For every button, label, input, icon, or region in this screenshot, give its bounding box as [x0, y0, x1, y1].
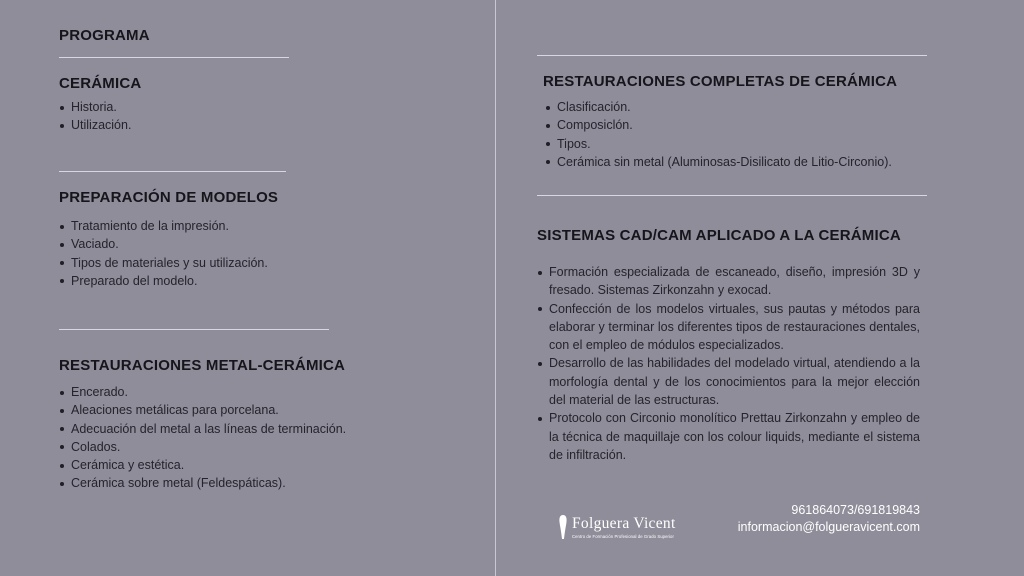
list-restauraciones-completas: [545, 98, 935, 171]
section-divider: [537, 55, 927, 56]
list-item: Cerámica y estética.: [59, 456, 479, 474]
list-item: Utilización.: [59, 116, 459, 134]
list-preparacion: [59, 217, 459, 290]
list-item: Tratamiento de la impresión.: [59, 217, 459, 235]
section-heading-ceramica: CERÁMICA: [59, 75, 142, 92]
list-item: Desarrollo de las habilidades del modelado virtual, atendiendo a la morfología dental y de los conocimientos para la mejor elección del material de las estructuras.: [537, 354, 920, 409]
list-item: Cerámica sobre metal (Feldespáticas).: [59, 474, 479, 492]
list-item: Preparado del modelo.: [59, 272, 459, 290]
list-item: Tipos.: [545, 135, 935, 153]
list-item: Cerámica sin metal (Aluminosas-Disilicato de Litio-Circonio).: [545, 153, 935, 171]
folguera-vicent-logo: [558, 514, 708, 544]
contact-email[interactable]: informacion@folgueravicent.com: [737, 520, 920, 534]
list-ceramica: [59, 98, 459, 135]
list-item: Historia.: [59, 98, 459, 116]
contact-phone: 961864073/691819843: [791, 503, 920, 517]
list-item: Composiclón.: [545, 116, 935, 134]
program-title: PROGRAMA: [59, 27, 150, 44]
section-heading-restauraciones-completas: RESTAURACIONES COMPLETAS DE CERÁMICA: [543, 73, 898, 90]
center-divider: [495, 0, 496, 576]
tooth-icon: [558, 514, 568, 540]
list-item: Tipos de materiales y su utilización.: [59, 254, 459, 272]
section-heading-cad-cam: SISTEMAS CAD/CAM APLICADO A LA CERÁMICA: [537, 227, 901, 244]
logo-name: Folguera Vicent: [572, 515, 676, 532]
list-item: Adecuación del metal a las líneas de terminación.: [59, 420, 479, 438]
list-item: Protocolo con Circonio monolítico Prettau Zirkonzahn y empleo de la técnica de maquillaje con los colour liquids, mediante el sistema de infiltración.: [537, 409, 920, 464]
section-divider: [537, 195, 927, 196]
section-divider: [59, 329, 329, 330]
list-item: Aleaciones metálicas para porcelana.: [59, 401, 479, 419]
section-divider: [59, 57, 289, 58]
list-item: Colados.: [59, 438, 479, 456]
list-item: Clasificación.: [545, 98, 935, 116]
section-divider: [59, 171, 286, 172]
list-item: Confección de los modelos virtuales, sus pautas y métodos para elaborar y terminar los diferentes tipos de restauraciones dentales, con el empleo de módulos especializados.: [537, 300, 920, 355]
section-heading-metal-ceramica: RESTAURACIONES METAL-CERÁMICA: [59, 357, 346, 374]
list-metal-ceramica: [59, 383, 479, 493]
logo-tagline: Centro de Formación Profesional de Grado Superior: [572, 534, 674, 539]
list-item: Encerado.: [59, 383, 479, 401]
list-item: Formación especializada de escaneado, diseño, impresión 3D y fresado. Sistemas Zirkonzahn y exocad.: [537, 263, 920, 300]
list-cad-cam: [537, 263, 920, 464]
section-heading-preparacion: PREPARACIÓN DE MODELOS: [59, 189, 279, 206]
list-item: Vaciado.: [59, 235, 459, 253]
